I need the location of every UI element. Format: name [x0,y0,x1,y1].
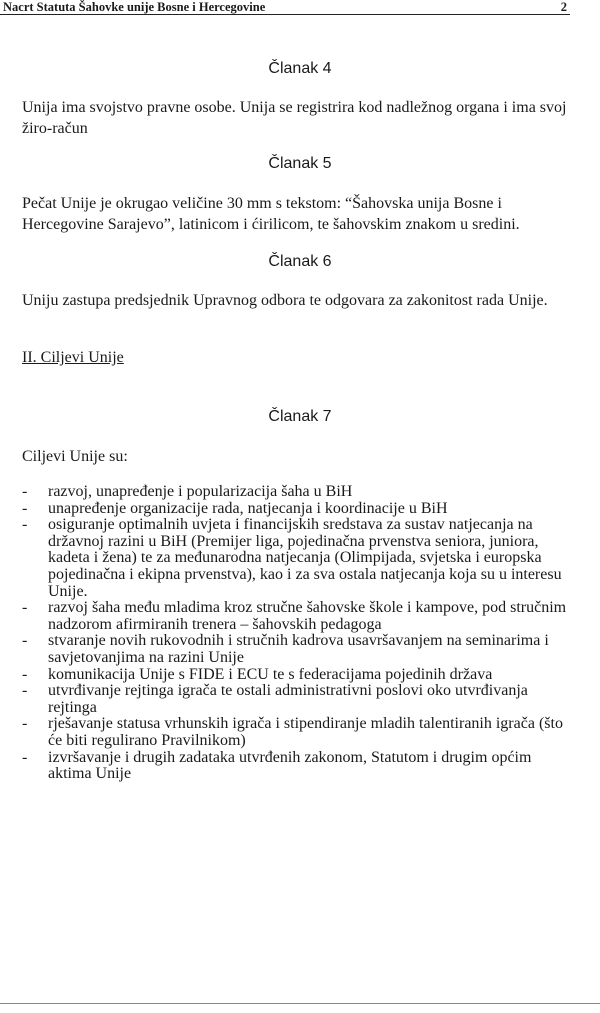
goal-list-item [22,750,600,783]
goal-text-line: će biti regulirano Pravilnikom) [48,731,246,749]
goal-list-item [22,484,600,501]
bullet-dash: - [22,666,28,683]
article-4-heading: Članak 4 [268,60,332,77]
goal-list-item [22,517,600,600]
goal-text-line: utvrđivanje rejtinga igrača te ostali administrativni poslovi oko utvrđivanja [48,683,528,700]
goal-text-line: nadzorom afirmiranih trenera – šahovskih pedagoga [48,615,382,633]
goal-text-line: komunikacija Unije s FIDE i ECU te s federacijama pojedinih država [48,666,493,683]
article-6-heading: Članak 6 [268,253,332,270]
goal-text-line: rejtinga [48,698,97,716]
bullet-dash: - [22,633,28,650]
article-4-line: žiro-račun [22,120,88,137]
article-5-heading: Članak 5 [268,155,332,172]
footer-rule [0,1003,600,1004]
article-5-text [22,193,600,235]
goal-text-line: pojedinačna i ekipna prvenstva), kao i za sva ostala natjecanja koja su u interesu [48,565,562,583]
goals-list [22,484,600,783]
header-title: Nacrt Statuta Šahovke unije Bosne i Hercegovine [3,0,266,14]
goal-text-line: kadeta i žena) te za međunarodna natjecanja (Olimpijada, svjetska i europska [48,549,542,567]
goal-text-line: izvršavanje i drugih zadataka utvrđenih zakonom, Statutom i drugim općim [48,749,532,766]
goal-text-line: razvoj šaha među mladima kroz stručne šahovske škole i kampove, pod stručnim [48,600,567,617]
running-header [0,0,570,15]
bullet-dash: - [22,500,28,517]
bullet-dash: - [22,749,28,766]
goal-list-item [22,501,600,518]
article-7-intro: Ciljevi Unije su: [22,448,128,465]
section-title: II. Ciljevi Unije [22,349,124,366]
page-number: 2 [560,0,567,14]
goal-text-line: Unije. [48,582,88,600]
article-6-text [22,290,600,311]
goal-text-line: unapređenje organizacije rada, natjecanja i koordinacije u BiH [48,500,448,517]
goal-list-item [22,633,600,666]
article-5-line: Hercegovine Sarajevo”, latinicom i ćirilicom, te šahovskim znakom u sredini. [22,216,520,233]
article-4-line: Unija ima svojstvo pravne osobe. Unija se registrira kod nadležnog organa i ima svoj [22,99,567,116]
bullet-dash: - [22,683,28,700]
article-7-heading: Članak 7 [268,408,332,425]
goal-text-line: stvaranje novih rukovodnih i stručnih kadrova usavršavanjem na seminarima i [48,633,549,650]
goal-text-line: osiguranje optimalnih uvjeta i financijskih sredstava za sustav natjecanja na [48,517,533,534]
bullet-dash: - [22,517,28,534]
goal-list-item [22,683,600,716]
bullet-dash: - [22,716,28,733]
goal-text-line: aktima Unije [48,765,132,783]
bullet-dash: - [22,484,28,500]
bullet-dash: - [22,600,28,617]
goal-text-line: savjetovanjima na razini Unije [48,648,244,666]
goal-list-item [22,716,600,749]
article-5-line: Pečat Unije je okrugao veličine 30 mm s tekstom: “Šahovska unija Bosne i [22,195,502,212]
article-4-text [22,97,600,139]
goal-text-line: državnoj razini u BiH (Premijer liga, pojedinačna prvenstva seniora, juniora, [48,532,539,550]
goal-text-line: razvoj, unapređenje i popularizacija šaha u BiH [48,484,353,500]
goal-list-item [22,667,600,684]
goal-list-item [22,600,600,633]
article-6-line: Uniju zastupa predsjednik Upravnog odbora te odgovara za zakonitost rada Unije. [22,292,548,309]
goal-text-line: rješavanje statusa vrhunskih igrača i stipendiranje mladih talentiranih igrača (što [48,716,563,733]
